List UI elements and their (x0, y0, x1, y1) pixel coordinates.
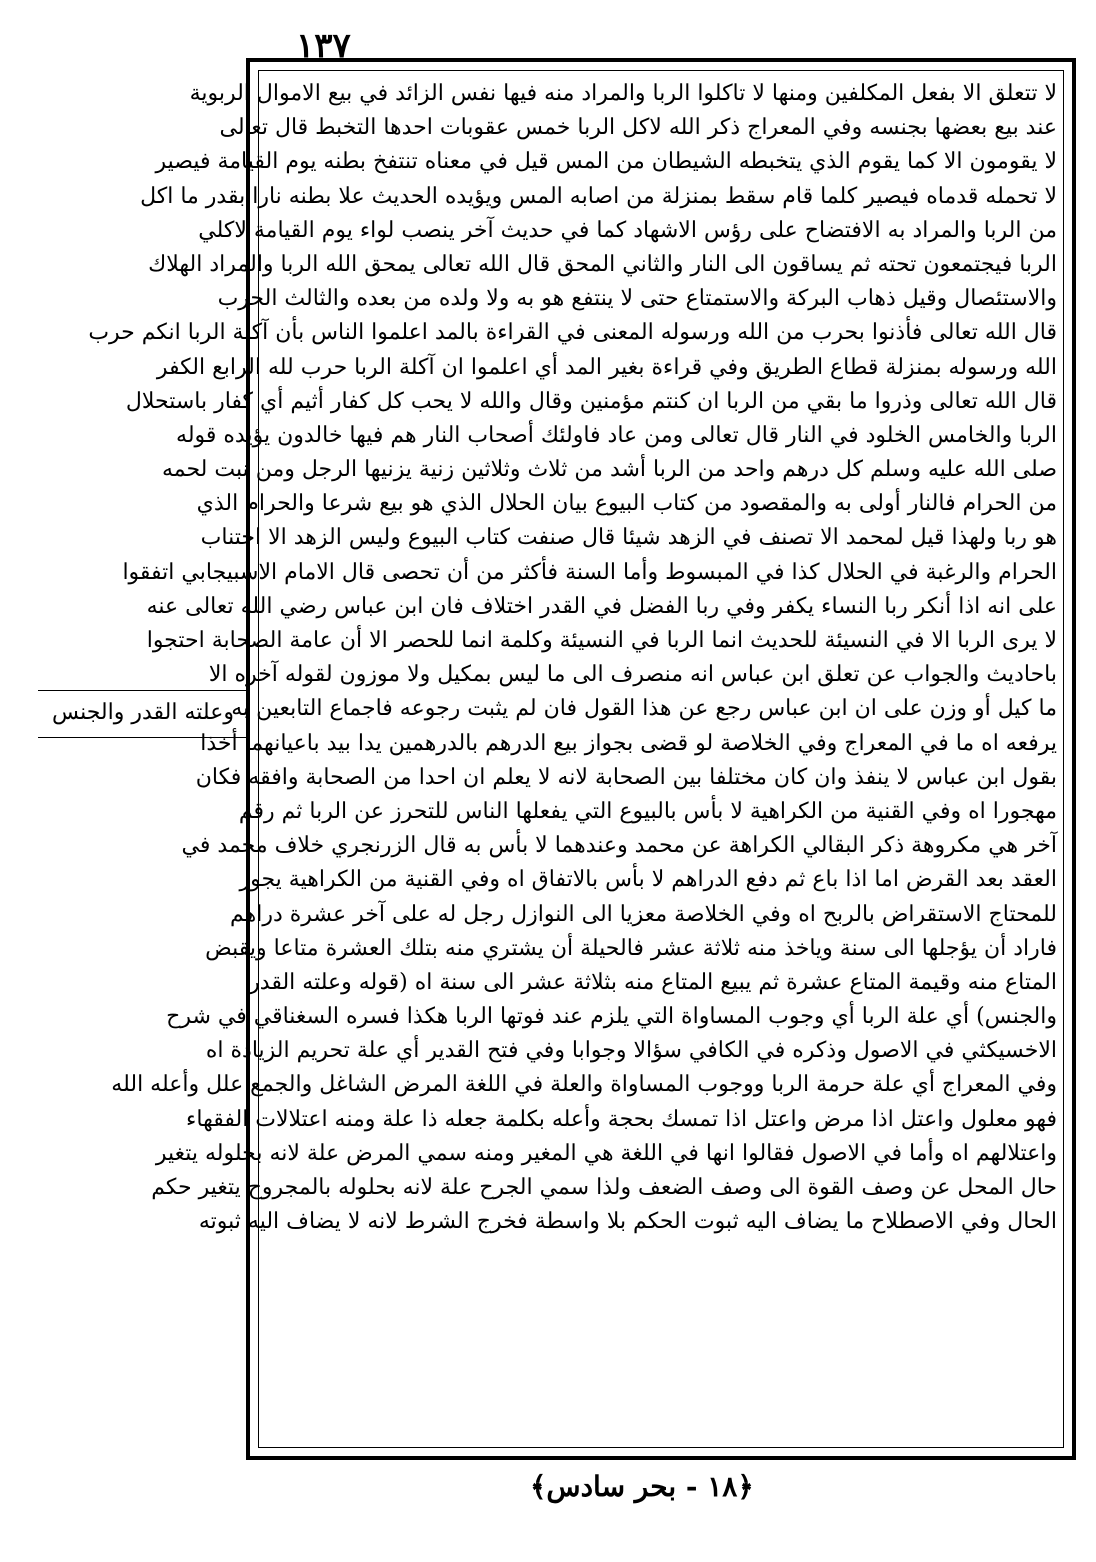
text-line: باحاديث والجواب عن تعلق ابن عباس انه منصرف الى ما ليس بمكيل ولا موزون لقوله آخره الا (208, 662, 1057, 688)
text-line: بقول ابن عباس لا ينفذ وان كان مختلفا بين الصحابة لانه لا يعلم ان احدا من الصحابة وافقه فكان (195, 764, 1057, 790)
text-line: الله ورسوله بمنزلة قطاع الطريق وفي قراءة بغير المد أي اعلموا ان آكلة الربا حرب لله الرابع الكفر (156, 354, 1057, 380)
page-frame-inner (88, 70, 1064, 1448)
text-line: لا تتعلق الا بفعل المكلفين ومنها لا تاكلوا الربا والمراد منه فيها نفس الزائد في بيع الاموال الربوية (189, 81, 1057, 106)
text-line: لا يقومون الا كما يقوم الذي يتخبطه الشيطان من المس قيل في معناه تنتفخ بطنه يوم القيامة فيصير (155, 149, 1057, 175)
text-line: واعتلالهم اه وأما في الاصول فقالوا انها في اللغة هي المغير ومنه سمي المرض علة لانه بحلوله يتغير (155, 1140, 1057, 1166)
text-line: فاراد أن يؤجلها الى سنة وياخذ منه ثلاثة عشر فالحيلة أن يشتري منه بتلك العشرة متاعا ويقبض (205, 935, 1057, 961)
page-frame (88, 58, 1076, 1460)
margin-note: وعلته القدر والجنس (38, 690, 248, 738)
text-line: على انه اذا أنكر ربا النساء يكفر وفي ربا الفضل في القدر اختلاف فان ابن عباس رضي الله تعالى عنه (146, 593, 1057, 619)
text-line: للمحتاج الاستقراض بالربح اه وفي الخلاصة معزيا الى النوازل رجل له على آخر عشرة دراهم (229, 901, 1057, 927)
text-line: العقد بعد القرض اما اذا باع ثم دفع الدراهم لا بأس بالاتفاق اه وفي القنية من الكراهية يجوز (239, 867, 1057, 893)
text-line: لا يرى الربا الا في النسيئة للحديث انما الربا في النسيئة وكلمة انما للحصر الا أن عامة الصحابة احتجوا (146, 628, 1057, 653)
text-line: المتاع منه وقيمة المتاع عشرة ثم يبيع المتاع منه بثلاثة عشر الى سنة اه (قوله وعلته القدر (249, 969, 1057, 995)
text-line: وفي المعراج أي علة حرمة الربا ووجوب المساواة والعلة في اللغة المرض الشاغل والجمع علل وأعله الله (111, 1072, 1057, 1098)
text-body (88, 77, 1057, 1239)
text-line: آخر هي مكروهة ذكر البقالي الكراهة عن محمد وعندهما لا بأس به قال الزرنجري خلاف محمد في (181, 833, 1057, 859)
page-number: ١٣٧ (296, 26, 351, 66)
text-line: من الحرام فالنار أولى به والمقصود من كتاب البيوع بيان الحلال الذي هو بيع شرعا والحرام الذي (196, 491, 1057, 517)
text-line: الحال وفي الاصطلاح ما يضاف اليه ثبوت الحكم بلا واسطة فخرج الشرط لانه لا يضاف اليه ثبوته (198, 1209, 1057, 1235)
text-line: هو ربا ولهذا قيل لمحمد الا تصنف في الزهد شيئا قال صنفت كتاب البيوع وليس الزهد الا اجتناب (200, 525, 1057, 551)
text-line: الاخسيكثي في الاصول وذكره في الكافي سؤالا وجوابا وفي فتح القدير أي علة تحريم الزيادة اه (205, 1038, 1057, 1064)
text-line: صلى الله عليه وسلم كل درهم واحد من الربا أشد من ثلاث وثلاثين زنية يزنيها الرجل ومن نبت لحمه (161, 457, 1057, 483)
text-line: والجنس) أي علة الربا أي وجوب المساواة التي يلزم عند فوتها الربا هكذا فسره السغناقي في شرح (166, 1004, 1057, 1030)
text-line: مهجورا اه وفي القنية من الكراهية لا بأس بالبيوع التي يفعلها الناس للتحرز عن الربا ثم رقم (238, 798, 1057, 824)
text-line: من الربا والمراد به الافتضاح على رؤس الاشهاد كما في حديث آخر ينصب لواء يوم القيامة لاكلي (198, 217, 1057, 243)
footer-signature: ﴿١٨ - بحر سادس﴾ (530, 1470, 754, 1503)
text-line: الربا والخامس الخلود في النار قال تعالى ومن عاد فاولئك أصحاب النار هم فيها خالدون يؤيده قوله (176, 422, 1057, 448)
text-line: قال الله تعالى فأذنوا بحرب من الله ورسوله المعنى في القراءة بالمد اعلموا الناس بأن آكلة الربا انكم حرب (88, 320, 1057, 346)
text-line: قال الله تعالى وذروا ما بقي من الربا ان كنتم مؤمنين وقال والله لا يحب كل كفار أثيم أي كفار باستحلال (125, 388, 1057, 414)
text-line: والاستئصال وقيل ذهاب البركة والاستمتاع حتى لا ينتفع هو به ولا ولده من بعده والثالث الحرب (217, 286, 1057, 312)
text-line: الحرام والرغبة في الحلال كذا في المبسوط وأما السنة فأكثر من أن تحصى قال الامام الاسبيجابي اتفقوا (122, 559, 1057, 585)
text-line: عند بيع بعضها بجنسه وفي المعراج ذكر الله لاكل الربا خمس عقوبات احدها التخبط قال تعالى (219, 115, 1057, 141)
text-line: لا تحمله قدماه فيصير كلما قام سقط بمنزلة من اصابه المس ويؤيده الحديث علا بطنه نارا بقدر ما اكل (140, 183, 1057, 209)
text-line: الربا فيجتمعون تحته ثم يساقون الى النار والثاني المحق قال الله تعالى يمحق الله الربا والمراد الهلاك (148, 251, 1057, 277)
text-line: فهو معلول واعتل اذا مرض واعتل اذا تمسك بحجة وأعله بكلمة جعله ذا علة ومنه اعتلالات الفقهاء (186, 1106, 1057, 1132)
text-line: يرفعه اه ما في المعراج وفي الخلاصة لو قضى بجواز بيع الدرهم بالدرهمين يدا بيد باعيانهما أخذا (200, 730, 1057, 756)
text-line: حال المحل عن وصف القوة الى وصف الضعف ولذا سمي الجرح علة لانه بحلوله بالمجروح يتغير حكم (151, 1175, 1057, 1200)
text-line: ما كيل أو وزن على ان ابن عباس رجع عن هذا القول فان لم يثبت رجوعه فاجماع التابعين به (231, 696, 1057, 722)
